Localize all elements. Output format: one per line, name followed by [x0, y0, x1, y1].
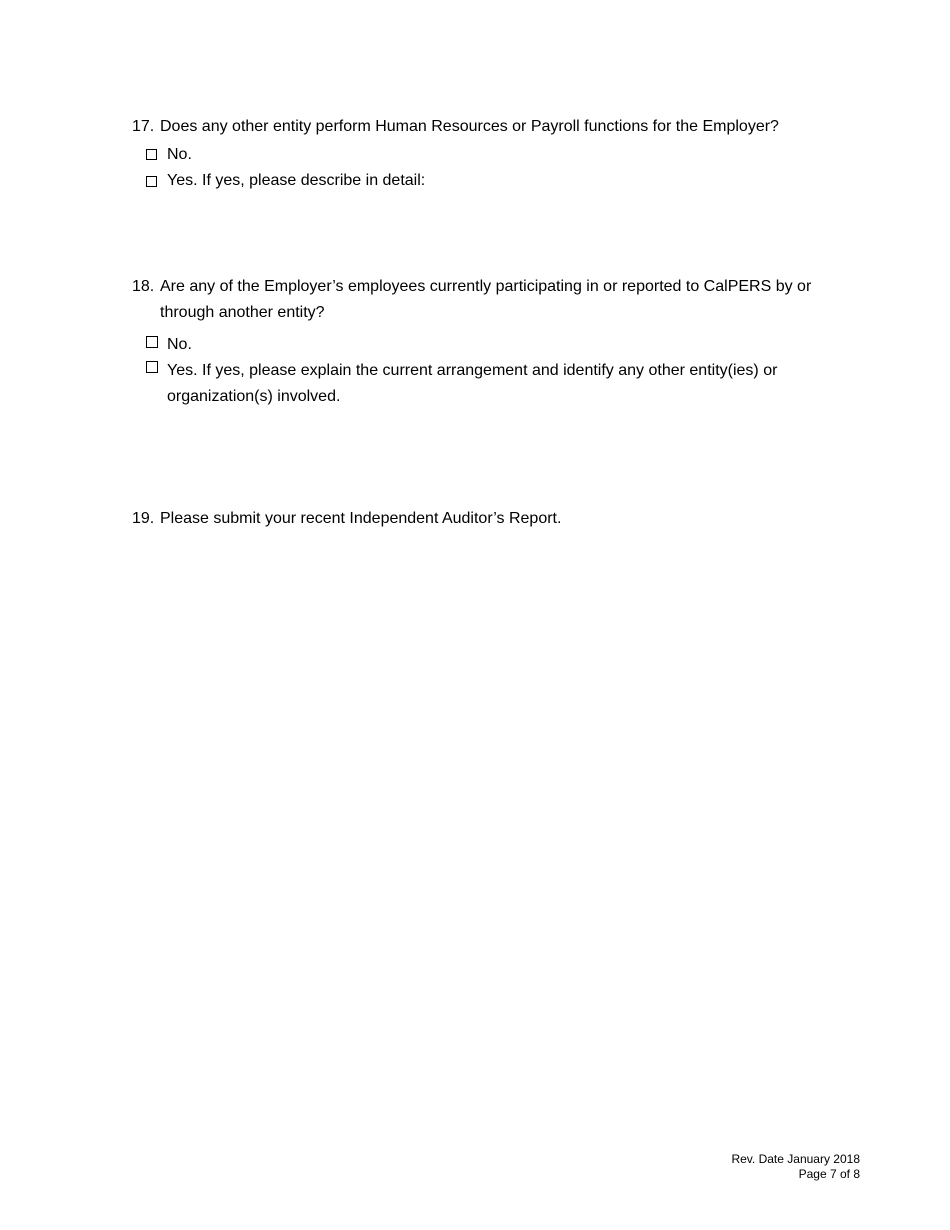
page-footer: [731, 1152, 860, 1182]
question-17-text: [132, 114, 862, 140]
question-19-prompt: Please submit your recent Independent Auditor’s Report.: [160, 510, 562, 527]
option-18-yes-label: Yes. If yes, please explain the current arrangement and identify any other entity(ies) or organization(s) involved.: [167, 362, 778, 405]
checkbox-18-yes[interactable]: [146, 361, 158, 373]
question-17: [132, 114, 862, 194]
question-17-option-no[interactable]: [132, 142, 862, 168]
question-18: [132, 274, 862, 410]
question-18-number: 18.: [132, 278, 155, 295]
option-17-no-label: No.: [167, 146, 192, 163]
checkbox-17-yes[interactable]: [146, 176, 157, 187]
revision-date: Rev. Date January 2018: [731, 1152, 860, 1166]
checkbox-17-no[interactable]: [146, 149, 157, 160]
question-18-text: [132, 274, 862, 326]
question-19-text: [132, 506, 862, 532]
question-18-option-no[interactable]: [132, 332, 862, 358]
question-19: [132, 506, 862, 532]
question-18-prompt: Are any of the Employer’s employees currently participating in or reported to CalPERS by or through another entity?: [160, 278, 812, 321]
question-17-option-yes[interactable]: [132, 168, 862, 194]
question-17-number: 17.: [132, 118, 155, 135]
page-number: Page 7 of 8: [798, 1167, 860, 1181]
question-17-prompt: Does any other entity perform Human Resources or Payroll functions for the Employer?: [160, 118, 779, 135]
question-18-option-yes[interactable]: [132, 358, 862, 410]
option-17-yes-label: Yes. If yes, please describe in detail:: [167, 172, 426, 189]
question-19-number: 19.: [132, 510, 155, 527]
option-18-no-label: No.: [167, 336, 192, 353]
checkbox-18-no[interactable]: [146, 336, 158, 348]
